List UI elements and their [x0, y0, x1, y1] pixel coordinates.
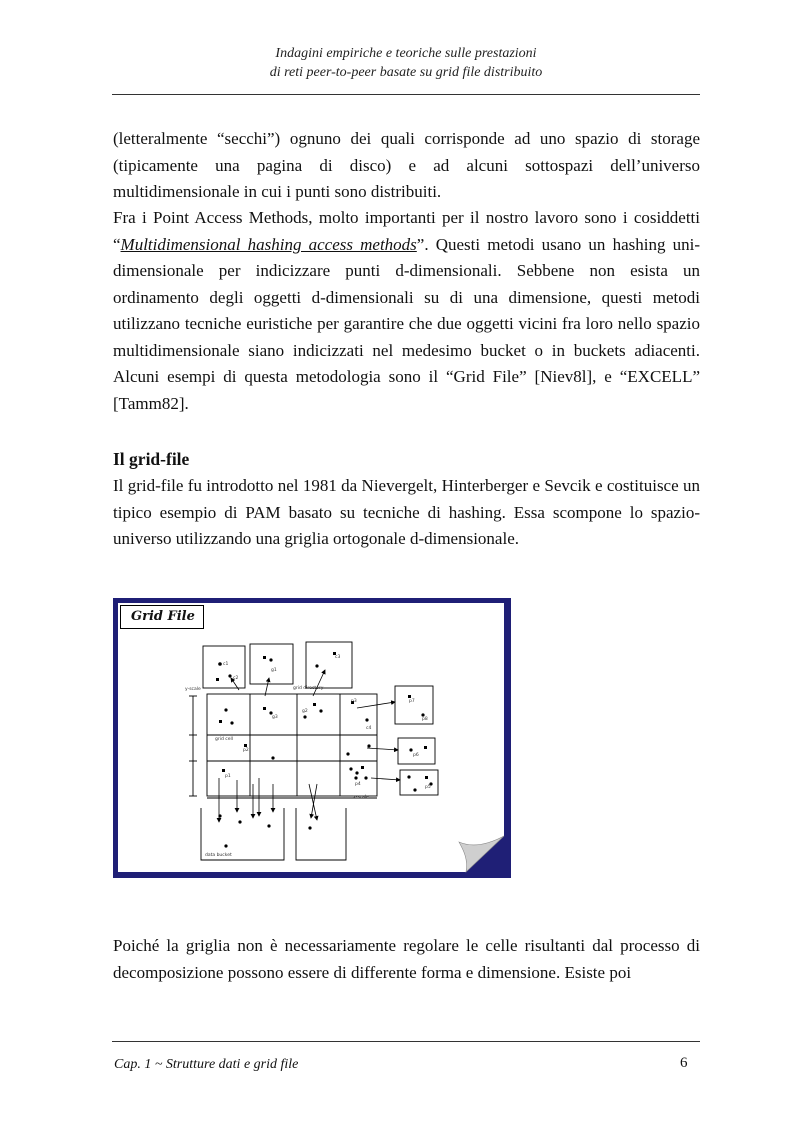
point-label-p7: p7: [409, 699, 415, 704]
point-label-g3: g3: [272, 715, 278, 720]
paragraph-4: Poiché la griglia non è necessariamente regolare le celle risultanti dal processo di decomposizione possono essere di differente forma e dimensione. Esiste poi: [113, 936, 700, 982]
paragraph-2: [113, 205, 700, 417]
header-line-1: Indagini empiriche e teoriche sulle prestazioni: [275, 46, 537, 61]
paragraph-2-start: Fra i Point Access Methods, molto importanti per il nostro lavoro sono i cosiddetti “: [113, 208, 700, 254]
y-scale-label: y-scale: [185, 687, 201, 692]
footer-divider: [112, 1041, 700, 1042]
point-label-p5: p5: [425, 785, 431, 790]
paragraph-2-term: Multidimensional hashing access methods: [120, 234, 417, 254]
grid-file-figure: [113, 598, 511, 878]
point-label-p2: p2: [243, 748, 249, 753]
figure-panel: [118, 603, 504, 872]
grid-file-diagram: [113, 598, 511, 878]
point-label-g1: g1: [271, 668, 277, 673]
section-heading: Il grid-file: [113, 449, 190, 469]
header-line-2: di reti peer-to-peer basate su grid file distribuito: [269, 65, 543, 80]
point-label-c4: c4: [366, 726, 372, 731]
point-label-c2: c2: [233, 676, 239, 681]
page-number: 6: [680, 1055, 688, 1071]
grid-cell-label: grid cell: [215, 737, 233, 742]
paragraph-2-end: ”. Questi metodi usano un hashing uni-dimensionale per indicizzare punti d-dimensionali. Sebbene non esista un ordinamento degli oggetti d-dimensionali su di una dimensione, questi metodi utilizzano tecniche euristiche per garantire che due oggetti vicini fra loro nello spazio multidimensionale siano indicizzati nel medesimo bucket o in buckets adiacenti. Alcuni esempi di questa metodologia sono il “Grid File” [Niev8l], e “EXCELL” [Tamm82].: [113, 234, 700, 413]
data-bucket-label: data bucket: [205, 853, 232, 858]
page-header: [112, 44, 700, 82]
point-label-g2: g2: [302, 709, 308, 714]
grid-directory-label: grid directory: [293, 686, 324, 691]
x-scale-label: x-scale: [353, 795, 369, 800]
point-label-p6: p6: [413, 753, 419, 758]
figure-title: Grid File: [120, 605, 204, 629]
point-label-p8: p8: [422, 717, 428, 722]
paragraph-1: (letteralmente “secchi”) ognuno dei quali corrisponde ad uno spazio di storage (tipicamente una pagina di disco) e ad alcuni sottospazi dell’universo multidimensionale in cui i punti sono distribuiti.: [113, 129, 700, 201]
paragraph-3: Il grid-file fu introdotto nel 1981 da Nievergelt, Hinterberger e Sevcik e costituisce un tipico esempio di PAM basato su tecniche di hashing. Essa scompone lo spazio-universo utilizzando una griglia ortogonale d-dimensionale.: [113, 476, 700, 548]
header-divider: [112, 94, 700, 95]
point-label-p1: p1: [225, 774, 231, 779]
point-label-c3: c3: [335, 655, 341, 660]
point-label-c1: c1: [223, 662, 229, 667]
point-label-p3: p3: [351, 699, 357, 704]
footer-chapter: Cap. 1 ~ Strutture dati e grid file: [114, 1057, 299, 1072]
point-label-p4: p4: [355, 782, 361, 787]
